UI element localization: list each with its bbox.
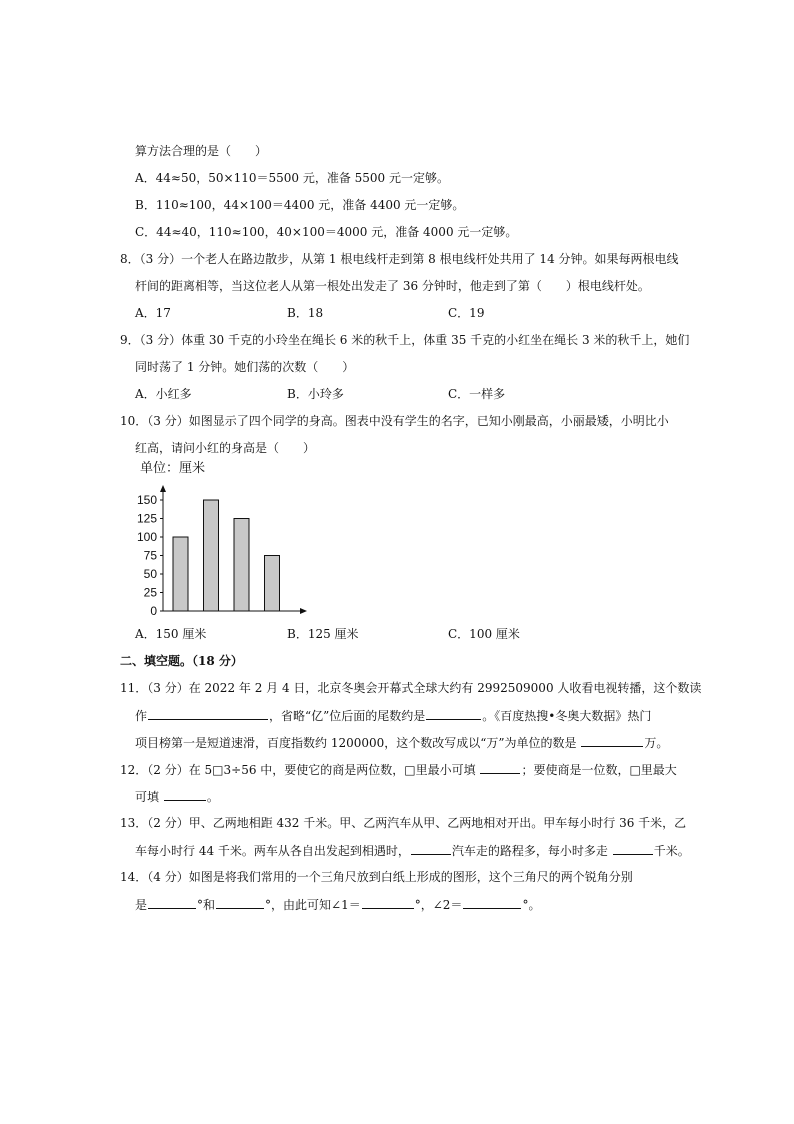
q10-option-b: B．125 厘米 (287, 627, 359, 641)
q7-option-c: C．44≈40，110≈100，40×100＝4000 元，准备 4000 元一定够。 (135, 225, 518, 239)
q8-line1: 8．（3 分）一个老人在路边散步，从第 1 根电线杆走到第 8 根电线杆处共用了 14 分钟。如果每两根电线 (120, 252, 679, 266)
q12-line2 (135, 788, 219, 805)
q9-line1: 9．（3 分）体重 30 千克的小玲坐在绳长 6 米的秋千上，体重 35 千克的小红坐在绳长 3 米的秋千上，她们 (120, 333, 690, 347)
q11-text-e: 万。 (644, 736, 669, 750)
q9-option-c: C．一样多 (448, 387, 506, 401)
q12-blank-min[interactable] (480, 761, 520, 774)
bar-2 (204, 500, 219, 611)
q14-blank-angle-2[interactable] (463, 896, 521, 909)
q10-option-c: C．100 厘米 (448, 627, 520, 641)
q13-text-b: 汽车走的路程多，每小时多走 (451, 844, 608, 858)
q12-blank-max[interactable] (164, 788, 206, 801)
q8-line2: 杆间的距离相等，当这位老人从第一根处出发走了 36 分钟时，他走到了第（ ）根电线杆处。 (135, 279, 650, 293)
q12-text-c: 可填 (135, 790, 160, 804)
q9-option-a: A．小红多 (135, 387, 192, 401)
q14-blank-angle-1[interactable] (362, 896, 414, 909)
q12-text-a: 12．（2 分）在 5□3÷56 中，要使它的商是两位数，□里最小可填 (120, 763, 476, 777)
q14-text-d: °，∠2＝ (414, 898, 463, 912)
x-axis-arrow (300, 608, 307, 614)
q14-line2 (135, 896, 540, 913)
chart-title: 单位：厘米 (140, 460, 206, 475)
q12-text-d: 。 (206, 790, 219, 804)
q12-line1 (120, 761, 677, 778)
q11-blank-approx[interactable] (426, 707, 481, 720)
q10-option-a: A．150 厘米 (135, 627, 207, 641)
q11-text-d: 项目榜第一是短道速滑，百度指数约 1200000，这个数改写成以“万”为单位的数是 (135, 736, 577, 750)
q11-line2 (135, 707, 651, 724)
q11-text-b: ，省略“亿”位后面的尾数约是 (269, 709, 426, 723)
q12-text-b: ；要使商是一位数，□里最大 (521, 763, 677, 777)
q14-text-a: 是 (135, 898, 148, 912)
section-title: 二、填空题。（18 分） (120, 654, 243, 668)
y-tick-label: 0 (150, 604, 157, 617)
q13-blank-car[interactable] (411, 842, 451, 855)
y-tick-label: 75 (143, 548, 157, 563)
q14-blank-angle1[interactable] (148, 896, 196, 909)
bar-1 (173, 537, 188, 611)
y-tick-label: 125 (136, 511, 157, 526)
y-tick-label: 25 (143, 585, 157, 600)
q13-line1: 13．（2 分）甲、乙两地相距 432 千米。甲、乙两汽车从甲、乙两地相对开出。甲车每小时行 36 千米，乙 (120, 816, 687, 830)
y-axis-arrow (160, 485, 166, 492)
q11-text-c: 。《百度热搜•冬奥大数据》热门 (482, 709, 652, 723)
q8-option-c: C．19 (448, 306, 485, 320)
q11-text-a: 作 (135, 709, 148, 723)
q9-option-b: B．小玲多 (287, 387, 344, 401)
q7-option-a: A．44≈50，50×110＝5500 元，准备 5500 元一定够。 (135, 171, 450, 185)
q8-option-a: A．17 (135, 306, 171, 320)
q14-text-c: °，由此可知∠1＝ (265, 898, 361, 912)
q11-blank-wan[interactable] (581, 734, 643, 747)
q14-line1: 14．（4 分）如图是将我们常用的一个三角尺放到白纸上形成的图形，这个三角尺的两个锐角分别 (120, 870, 633, 884)
q11-line3 (135, 734, 668, 751)
y-tick-label: 150 (136, 493, 157, 507)
bar-3 (234, 519, 249, 612)
q10-line1: 10．（3 分）如图显示了四个同学的身高。图表中没有学生的名字，已知小刚最高，小丽最矮，小明比小 (120, 414, 669, 428)
q7-option-b: B．110≈100，44×100＝4400 元，准备 4400 元一定够。 (135, 198, 465, 212)
q13-text-c: 千米。 (653, 844, 690, 858)
height-bar-chart (130, 455, 315, 617)
q8-option-b: B．18 (287, 306, 324, 320)
q13-line2 (135, 842, 690, 859)
q10-line2: 红高，请问小红的身高是（ ） (135, 441, 316, 455)
q14-text-b: °和 (197, 898, 216, 912)
q11-blank-reading[interactable] (148, 707, 268, 720)
q11-line1: 11．（3 分）在 2022 年 2 月 4 日，北京冬奥会开幕式全球大约有 2992509000 人收看电视转播，这个数读 (120, 681, 702, 695)
q13-blank-km[interactable] (613, 842, 653, 855)
y-tick-label: 50 (143, 567, 157, 581)
q14-text-e: °。 (522, 898, 541, 912)
q13-text-a: 车每小时行 44 千米。两车从各自出发起到相遇时， (135, 844, 410, 858)
q7-stem-tail: 算方法合理的是（ ） (135, 144, 268, 158)
bar-4 (265, 556, 280, 612)
q9-line2: 同时荡了 1 分钟。她们荡的次数（ ） (135, 360, 355, 374)
q14-blank-angle2[interactable] (216, 896, 264, 909)
y-tick-label: 100 (136, 530, 157, 544)
